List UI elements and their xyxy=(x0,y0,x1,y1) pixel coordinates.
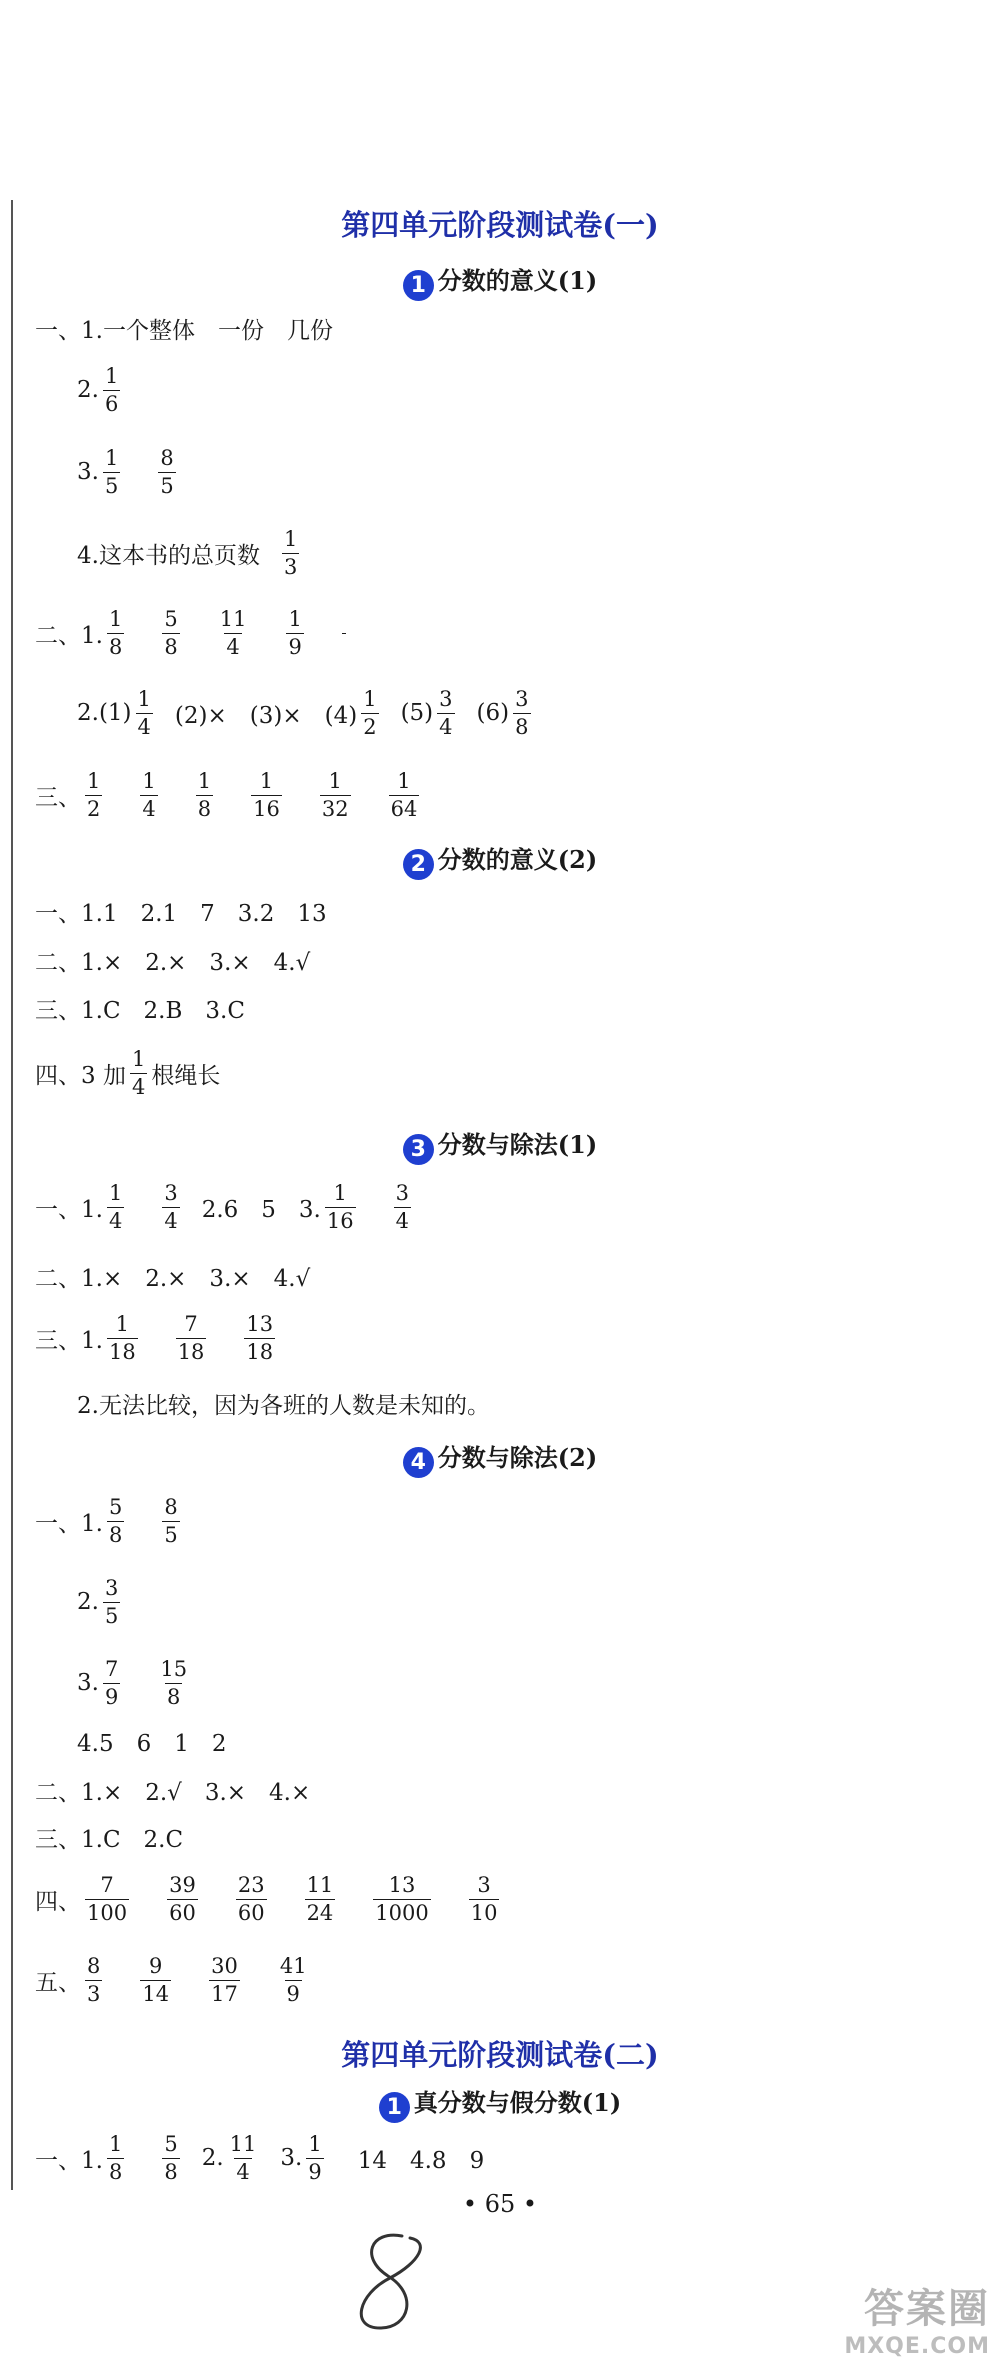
answer-label: 三、 xyxy=(35,784,81,811)
answer-label: 根绳长 xyxy=(151,1062,221,1089)
numerator: 1 xyxy=(87,769,101,794)
denominator: 1000 xyxy=(375,1900,429,1925)
fraction xyxy=(228,2133,259,2182)
unit-test-title-2: 第四单元阶段测试卷(二) xyxy=(341,2038,659,2072)
denominator: 5 xyxy=(104,473,119,498)
fraction xyxy=(103,447,120,496)
numerator: 41 xyxy=(279,1954,307,1979)
fraction xyxy=(320,770,351,819)
denominator: 24 xyxy=(306,1900,334,1925)
denominator: 3 xyxy=(87,1981,101,2006)
denominator: 6 xyxy=(104,391,119,416)
fraction xyxy=(305,1874,336,1923)
denominator: 4 xyxy=(164,1208,178,1233)
denominator: 17 xyxy=(211,1981,238,2006)
numerator: 39 xyxy=(169,1873,196,1898)
numerator: 1 xyxy=(397,769,411,794)
watermark xyxy=(844,2277,990,2359)
answer-line xyxy=(35,2123,484,2193)
numerator: 1 xyxy=(333,1181,347,1206)
section-heading-5 xyxy=(0,2083,1000,2123)
denominator: 8 xyxy=(515,714,529,739)
answer-label: 五、 xyxy=(35,1969,81,1996)
denominator: 18 xyxy=(177,1339,205,1364)
numerator: 8 xyxy=(160,446,174,471)
fraction xyxy=(162,2133,179,2182)
fraction xyxy=(196,770,213,819)
fraction xyxy=(107,1182,124,1231)
fraction xyxy=(306,2133,323,2182)
section-title: 分数与除法(2) xyxy=(437,1443,598,1472)
answer-line: 二、1.× 2.× 3.× 4.√ xyxy=(35,1265,311,1292)
answer-line: 二、1.× 2.× 3.× 4.√ xyxy=(35,949,311,976)
numerator: 1 xyxy=(142,769,156,794)
denominator: 2 xyxy=(87,796,101,821)
fraction xyxy=(282,528,299,577)
fraction xyxy=(209,1955,240,2004)
handwritten-mark-icon xyxy=(340,2228,450,2338)
fraction xyxy=(158,447,175,496)
answer-line xyxy=(35,598,350,668)
numerator: 5 xyxy=(108,1495,123,1520)
answer-label: 一、1. xyxy=(35,1196,103,1223)
answer-label: 一、1. xyxy=(35,2147,103,2174)
answer-line xyxy=(77,355,124,425)
fraction xyxy=(437,688,454,737)
fraction xyxy=(286,608,303,657)
answer-line xyxy=(35,1303,279,1373)
numerator: 1 xyxy=(283,527,298,552)
denominator: 5 xyxy=(104,1603,119,1628)
numerator: 8 xyxy=(87,1954,101,1979)
page-number-value: 65 xyxy=(484,2190,516,2218)
answer-line xyxy=(77,518,303,588)
numerator: 3 xyxy=(515,687,529,712)
answer-line: 2.无法比较，因为各班的人数是未知的。 xyxy=(77,1392,490,1419)
answer-label: 2. xyxy=(77,1589,99,1615)
numerator: 1 xyxy=(108,2132,123,2157)
numerator: 3 xyxy=(395,1181,409,1206)
fraction xyxy=(373,1874,430,1923)
numerator: 1 xyxy=(131,1047,146,1072)
numerator: 11 xyxy=(306,1873,334,1898)
section-title: 分数与除法(1) xyxy=(437,1130,598,1159)
denominator: 2 xyxy=(363,714,377,739)
denominator: 16 xyxy=(253,796,280,821)
denominator: 4 xyxy=(439,714,453,739)
denominator: 4 xyxy=(236,2159,250,2184)
answer-line xyxy=(77,678,535,748)
fraction xyxy=(342,631,346,636)
numerator: 7 xyxy=(104,1657,119,1682)
denominator: 8 xyxy=(108,1522,123,1547)
denominator: 8 xyxy=(164,2159,178,2184)
section-heading-1 xyxy=(0,261,1000,301)
answer-label: 四、 xyxy=(35,1888,81,1915)
numerator: 9 xyxy=(149,1954,163,1979)
fraction xyxy=(394,1182,411,1231)
answer-label: 14 4.8 9 xyxy=(357,2147,485,2174)
answer-line: 一、1.一个整体 一份 几份 xyxy=(35,317,333,344)
numerator: 11 xyxy=(229,2132,257,2157)
fraction xyxy=(103,1658,120,1707)
denominator xyxy=(342,633,346,636)
denominator: 5 xyxy=(160,473,174,498)
denominator: 18 xyxy=(108,1339,136,1364)
answer-label: 二、1. xyxy=(35,622,103,649)
fraction xyxy=(162,1182,179,1231)
numerator: 1 xyxy=(308,2132,322,2157)
numerator: 7 xyxy=(184,1312,198,1337)
numerator: 3 xyxy=(477,1873,491,1898)
numerator: 3 xyxy=(104,1576,119,1601)
answer-label: 四、3 加 xyxy=(35,1062,126,1089)
numerator: 5 xyxy=(164,607,178,632)
fraction xyxy=(469,1874,500,1923)
denominator: 4 xyxy=(131,1074,146,1099)
fraction xyxy=(85,1955,102,2004)
answer-label: (5) xyxy=(400,700,434,726)
numerator: 1 xyxy=(137,687,151,712)
fraction xyxy=(130,1048,147,1097)
section-title: 分数的意义(2) xyxy=(437,845,598,874)
denominator: 3 xyxy=(283,554,298,579)
answer-label: 2.(1) xyxy=(77,700,132,726)
numerator: 13 xyxy=(388,1873,416,1898)
number-badge-icon: 1 xyxy=(379,2092,410,2123)
fraction xyxy=(389,770,420,819)
denominator: 8 xyxy=(164,634,178,659)
denominator: 64 xyxy=(390,796,418,821)
denominator: 4 xyxy=(137,714,151,739)
answer-label: 3. xyxy=(77,459,99,485)
fraction xyxy=(107,1313,138,1362)
numerator: 3 xyxy=(164,1181,178,1206)
fraction xyxy=(162,1496,179,1545)
answer-line: 一、1.1 2.1 7 3.2 13 xyxy=(35,900,327,927)
denominator: 8 xyxy=(197,796,212,821)
answer-label: 2. xyxy=(77,377,99,403)
numerator: 11 xyxy=(219,607,247,632)
answer-line: 4.5 6 1 2 xyxy=(77,1730,227,1757)
fraction xyxy=(107,608,124,657)
denominator: 18 xyxy=(246,1339,274,1364)
denominator: 8 xyxy=(108,2159,123,2184)
fraction xyxy=(107,2133,124,2182)
numerator: 5 xyxy=(164,2132,178,2157)
denominator: 32 xyxy=(321,796,349,821)
answer-line xyxy=(77,1648,193,1718)
fraction xyxy=(85,1874,129,1923)
page-number xyxy=(0,2190,1000,2218)
answer-label: 三、1. xyxy=(35,1327,103,1354)
number-badge-icon: 3 xyxy=(403,1134,434,1165)
numerator: 8 xyxy=(164,1495,178,1520)
section-heading-2 xyxy=(0,840,1000,880)
section-heading-3 xyxy=(0,1125,1000,1165)
numerator: 3 xyxy=(439,687,453,712)
section-heading-4 xyxy=(0,1438,1000,1478)
watermark-url: MXQE.COM xyxy=(844,2334,990,2359)
answer-line xyxy=(77,1567,124,1637)
numerator: 1 xyxy=(363,687,377,712)
denominator: 9 xyxy=(308,2159,322,2184)
denominator: 10 xyxy=(470,1900,498,1925)
fraction xyxy=(325,1182,356,1231)
answer-label: 2. xyxy=(201,2145,224,2171)
answer-line: 二、1.× 2.√ 3.× 4.× xyxy=(35,1779,311,1806)
numerator: 1 xyxy=(108,1181,123,1206)
fraction xyxy=(167,1874,198,1923)
fraction xyxy=(176,1313,207,1362)
denominator: 14 xyxy=(142,1981,170,2006)
answer-label: (6) xyxy=(476,700,510,726)
numerator: 1 xyxy=(104,364,119,389)
denominator: 5 xyxy=(164,1522,178,1547)
denominator: 4 xyxy=(142,796,156,821)
numerator: 1 xyxy=(328,769,342,794)
fraction xyxy=(361,688,378,737)
fraction xyxy=(251,770,282,819)
fraction xyxy=(136,688,153,737)
page-dot: • xyxy=(462,2190,478,2218)
numerator: 13 xyxy=(246,1312,274,1337)
numerator: 1 xyxy=(197,769,212,794)
numerator: 1 xyxy=(104,446,119,471)
denominator: 60 xyxy=(169,1900,196,1925)
fraction xyxy=(140,770,157,819)
fraction xyxy=(513,688,530,737)
number-badge-icon: 4 xyxy=(403,1447,434,1478)
denominator: 8 xyxy=(108,634,123,659)
answer-line xyxy=(35,760,423,830)
fraction xyxy=(85,770,102,819)
answer-label: 2.6 5 3. xyxy=(201,1196,321,1223)
fraction xyxy=(218,608,249,657)
numerator: 15 xyxy=(160,1657,188,1682)
fraction xyxy=(236,1874,267,1923)
numerator: 23 xyxy=(237,1873,265,1898)
answer-label: 3. xyxy=(77,1670,99,1696)
section-title: 分数的意义(1) xyxy=(437,266,598,295)
answer-line: 三、1.C 2.C xyxy=(35,1826,184,1853)
answer-label: 4.这本书的总页数 xyxy=(77,542,260,569)
fraction xyxy=(158,1658,189,1707)
number-badge-icon: 1 xyxy=(403,270,434,301)
denominator: 4 xyxy=(108,1208,123,1233)
denominator: 4 xyxy=(226,634,240,659)
fraction xyxy=(103,1577,120,1626)
left-margin-line xyxy=(11,200,13,2190)
denominator: 60 xyxy=(237,1900,265,1925)
fraction xyxy=(244,1313,275,1362)
numerator: 1 xyxy=(288,607,302,632)
numerator: 1 xyxy=(108,607,123,632)
denominator: 4 xyxy=(395,1208,409,1233)
answer-line xyxy=(35,1486,184,1556)
denominator: 9 xyxy=(104,1684,119,1709)
page-dot: • xyxy=(522,2190,538,2218)
numerator: 30 xyxy=(211,1954,238,1979)
answer-line xyxy=(35,1038,220,1108)
unit-test-title-1: 第四单元阶段测试卷(一) xyxy=(341,208,659,242)
denominator: 16 xyxy=(326,1208,354,1233)
numerator: 1 xyxy=(259,769,274,794)
answer-line xyxy=(35,1945,313,2015)
answer-line: 三、1.C 2.B 3.C xyxy=(35,997,245,1024)
fraction xyxy=(140,1955,171,2004)
fraction xyxy=(162,608,179,657)
numerator: 7 xyxy=(100,1873,114,1898)
denominator: 9 xyxy=(288,634,302,659)
answer-line xyxy=(35,1172,415,1242)
section-title: 真分数与假分数(1) xyxy=(413,2088,622,2117)
fraction xyxy=(107,1496,124,1545)
numerator: 1 xyxy=(115,1312,129,1337)
answer-label: 3. xyxy=(280,2145,303,2171)
answer-line xyxy=(35,1864,503,1934)
denominator: 100 xyxy=(87,1900,128,1925)
number-badge-icon: 2 xyxy=(403,849,434,880)
watermark-logo: 答案圈 xyxy=(864,2286,990,2332)
answer-label: 一、1. xyxy=(35,1510,103,1537)
answer-label: (2)× (3)× (4) xyxy=(174,702,358,729)
denominator: 9 xyxy=(286,1981,300,2006)
answer-line xyxy=(77,437,180,507)
fraction xyxy=(103,365,120,414)
denominator: 8 xyxy=(167,1684,181,1709)
fraction xyxy=(278,1955,309,2004)
